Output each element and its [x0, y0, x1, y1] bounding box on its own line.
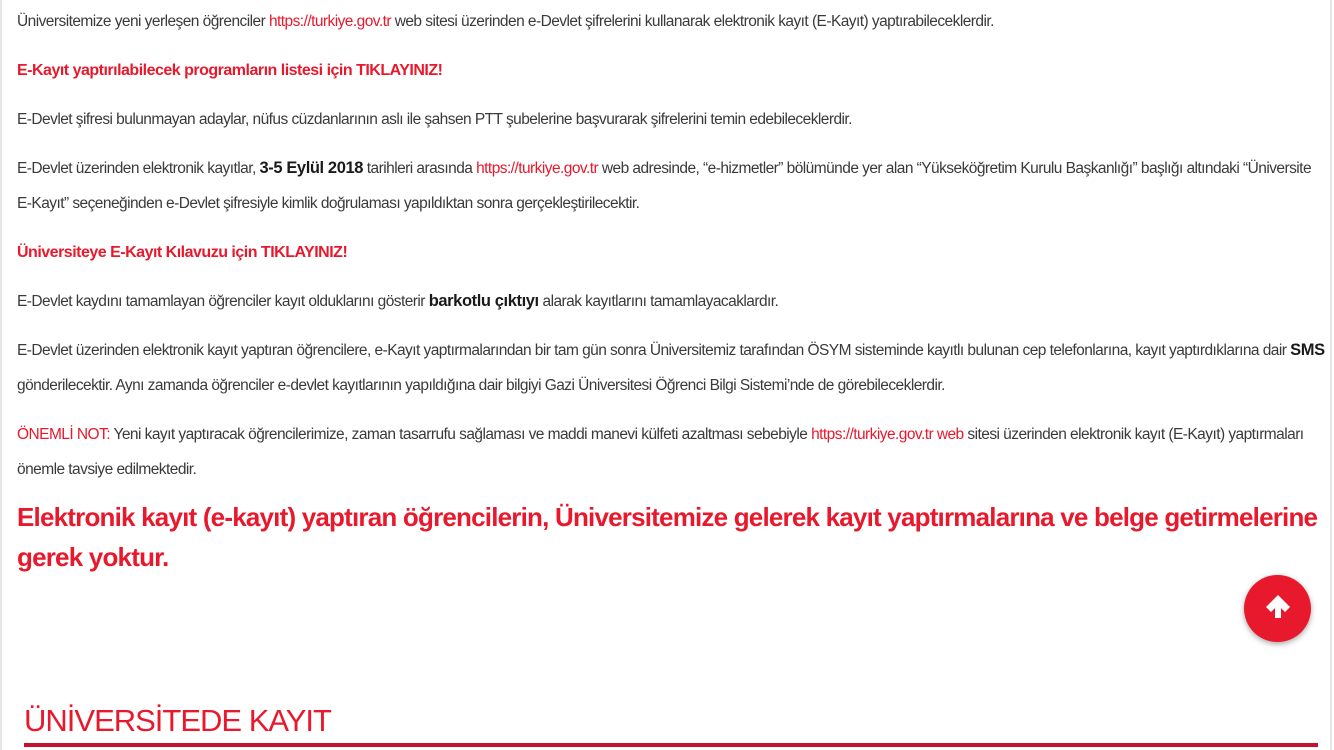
registration-dates: 3-5 Eylül 2018	[259, 159, 364, 177]
note-text-after: sitesi üzerinden elektronik kayıt (E-Kayıt) yaptırmaları önemle tavsiye edilmektedir.	[17, 426, 1304, 478]
note-text-before: Yeni kayıt yaptıracak öğrencilerimize, zaman tasarrufu sağlaması ve maddi manevi külfeti azaltması sebebiyle	[110, 426, 812, 443]
intro-text-after: web sitesi üzerinden e-Devlet şifrelerini kullanarak elektronik kayıt (E-Kayıt) yaptırabileceklerdir.	[390, 13, 994, 30]
highlight-notice: Elektronik kayıt (e-kayıt) yaptıran öğrencilerin, Üniversitemize gelerek kayıt yaptırmalarına ve belge getirmelerine gerek yoktur.	[17, 502, 1318, 572]
sms-text-before: E-Devlet üzerinden elektronik kayıt yaptıran öğrencilere, e-Kayıt yaptırmalarından bir tam gün sonra Üniversitemiz tarafından ÖSYM sisteminde kayıtlı bulunan cep telefonlarına, kayıt yaptırdıklarına dair	[17, 342, 1291, 359]
password-info-paragraph: E-Devlet şifresi bulunmayan adaylar, nüfus cüzdanlarının aslı ile şahsen PTT şubelerine başvurarak şifrelerini temin edebileceklerdir.	[17, 111, 852, 128]
article-content	[17, 0, 1327, 577]
sms-paragraph	[17, 333, 1327, 403]
page-left-border	[0, 0, 2, 750]
dates-text-before: E-Devlet üzerinden elektronik kayıtlar,	[17, 160, 260, 177]
registration-dates-paragraph	[17, 151, 1327, 221]
section-divider	[24, 743, 1318, 747]
intro-text-before: Üniversitemize yeni yerleşen öğrenciler	[17, 13, 269, 30]
turkiye-gov-link-2[interactable]: https://turkiye.gov.tr	[476, 160, 599, 177]
guide-link-text[interactable]: Üniversiteye E-Kayıt Kılavuzu için TIKLAYINIZ!	[17, 244, 348, 261]
intro-paragraph	[17, 4, 1327, 39]
barcode-paragraph	[17, 284, 1327, 319]
important-note-paragraph	[17, 417, 1327, 487]
section-title: ÜNİVERSİTEDE KAYIT	[24, 703, 331, 738]
programs-list-link[interactable]	[17, 53, 1327, 88]
turkiye-gov-web-link[interactable]: https://turkiye.gov.tr web	[811, 426, 964, 443]
turkiye-gov-link[interactable]: https://turkiye.gov.tr	[268, 13, 391, 30]
barcode-output-text: barkotlu çıktıyı	[428, 292, 539, 310]
arrow-up-icon	[1263, 591, 1293, 626]
sms-text: SMS	[1290, 341, 1325, 359]
important-note-label: ÖNEMLİ NOT:	[17, 426, 110, 443]
scroll-to-top-button[interactable]	[1244, 575, 1311, 642]
page-right-border	[1330, 0, 1332, 750]
sms-text-after: gönderilecektir. Aynı zamanda öğrenciler e-devlet kayıtlarının yapıldığına dair bilgiyi Gazi Üniversitesi Öğrenci Bilgi Sistemi’nde de görebileceklerdir.	[17, 377, 945, 394]
guide-link[interactable]	[17, 235, 1327, 270]
dates-text-after: web adresinde, “e-hizmetler” bölümünde yer alan “Yükseköğretim Kurulu Başkanlığı” başlığı altındaki “Üniversite E-Kayıt” seçeneğinden e-Devlet şifresiyle kimlik doğrulaması yapıldıktan sonra gerçekleştirilecektir.	[17, 160, 1312, 212]
barcode-text-before: E-Devlet kaydını tamamlayan öğrenciler kayıt olduklarını gösterir	[17, 293, 429, 310]
programs-list-link-text[interactable]: E-Kayıt yaptırılabilecek programların listesi için TIKLAYINIZ!	[17, 62, 443, 79]
barcode-text-after: alarak kayıtlarını tamamlayacaklardır.	[538, 293, 779, 310]
dates-text-middle: tarihleri arasında	[363, 160, 477, 177]
